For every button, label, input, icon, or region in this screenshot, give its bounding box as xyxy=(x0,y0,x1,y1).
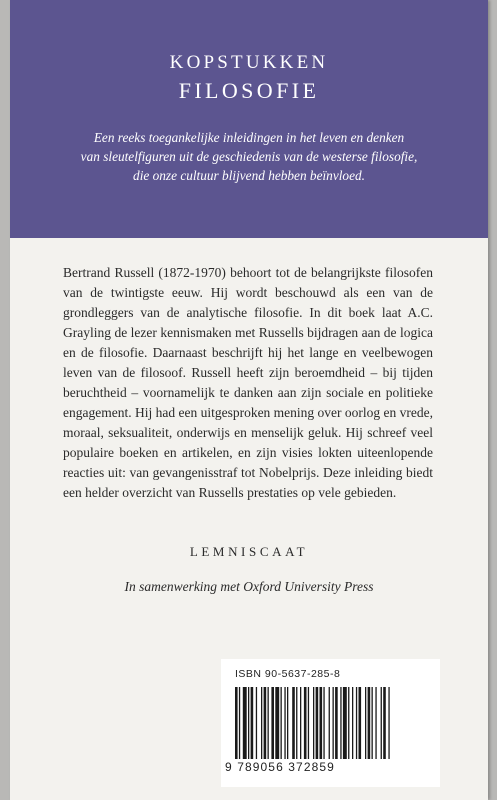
partnership-note: In samenwerking met Oxford University Press xyxy=(124,579,374,594)
series-title-line1: KOPSTUKKEN xyxy=(169,52,329,73)
isbn-label: ISBN 90-5637-285-8 xyxy=(235,668,341,680)
book-back-cover xyxy=(10,0,488,800)
tagline-line-3: die onze cultuur blijvend hebben beïnvloed. xyxy=(133,168,365,183)
barcode-panel xyxy=(221,659,440,787)
barcode-icon xyxy=(235,687,427,759)
barcode-digits: 9 789056 372859 xyxy=(225,760,335,774)
series-tagline xyxy=(50,128,448,185)
publisher-name: LEMNISCAAT xyxy=(189,544,309,559)
tagline-line-2: van sleutelfiguren uit de geschiedenis van de westerse filosofie, xyxy=(80,149,418,164)
series-title-line2: FILOSOFIE xyxy=(178,78,320,103)
book-blurb: Bertrand Russell (1872-1970) behoort tot de belangrijkste filosofen van de twintigste eeuw. Hij wordt beschouwd als een van de grondleggers van de analytische filosofie. In dit boek laat A.C. Grayling de lezer kennismaken met Russells bijdragen aan de logica en de filosofie. Daarnaast beschrijft hij het lange en veelbewogen leven van de filosoof. Russell heeft zijn beroemdheid – bij tijden beruchtheid – voornamelijk te danken aan zijn sociale en politieke engagement. Hij had een uitgesproken mening over oorlog en vrede, moraal, seksualiteit, onderwijs en menselijk geluk. Hij schreef veel populaire boeken en artikelen, en zijn visies lokten uiteenlopende reacties uit: van gevangenisstraf tot Nobelprijs. Deze inleiding biedt een helder overzicht van Russells prestaties op vele gebieden. xyxy=(63,265,434,500)
series-band xyxy=(10,0,488,238)
tagline-line-1: Een reeks toegankelijke inleidingen in het leven en denken xyxy=(93,130,405,145)
